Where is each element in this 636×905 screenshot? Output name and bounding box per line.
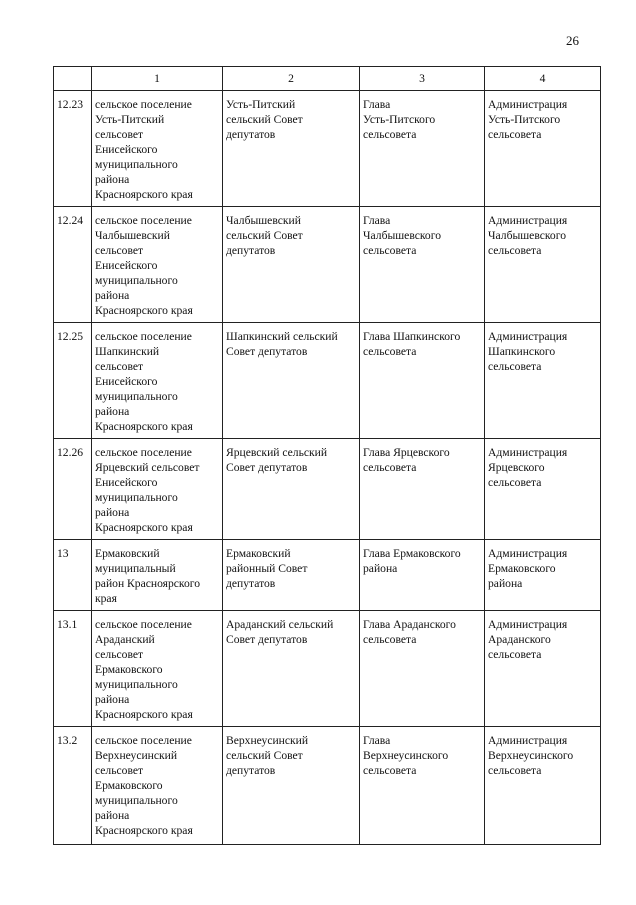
head-cell — [360, 91, 485, 207]
cell-text-line: Верхнеусинский — [95, 749, 178, 762]
cell-text-line: Глава Араданского — [363, 618, 456, 631]
cell-text-line: Красноярского края — [95, 708, 193, 721]
representative-body-cell — [223, 207, 360, 323]
cell-text-line: Усть-Питский — [95, 113, 165, 126]
cell-text-line: сельский Совет — [226, 113, 303, 126]
cell-text-line: сельсовета — [363, 244, 417, 257]
cell-text-line: Администрация — [488, 618, 568, 631]
cell-text-line: муниципального — [95, 274, 178, 287]
cell-text-line: муниципальный — [95, 562, 176, 575]
cell-text-line: Енисейского — [95, 476, 158, 489]
cell-text-line: депутатов — [226, 764, 276, 777]
cell-text-line: сельсовет — [95, 648, 144, 661]
cell-text-line: депутатов — [226, 244, 276, 257]
page-number: 26 — [566, 33, 579, 48]
cell-text-line: сельское поселение — [95, 734, 192, 747]
head-cell — [360, 439, 485, 540]
cell-text-line: депутатов — [226, 128, 276, 141]
cell-text-line: Усть-Питского — [363, 113, 436, 126]
cell-text-line: Глава — [363, 98, 391, 111]
cell-text-line: сельсовет — [95, 128, 144, 141]
table-header-row — [54, 67, 601, 91]
cell-text-line: сельсовета — [488, 476, 542, 489]
territory-cell — [92, 91, 223, 207]
territory-cell — [92, 727, 223, 845]
row-number-cell: 12.25 — [54, 323, 92, 439]
cell-text-line: сельское поселение — [95, 446, 192, 459]
representative-body-cell — [223, 323, 360, 439]
cell-text-line: сельсовет — [95, 244, 144, 257]
row-number-cell: 12.26 — [54, 439, 92, 540]
cell-text-line: сельсовета — [488, 128, 542, 141]
representative-body-cell — [223, 540, 360, 611]
header-cell-2: 2 — [223, 67, 360, 91]
cell-text-line: Красноярского края — [95, 521, 193, 534]
header-cell-number — [54, 67, 92, 91]
cell-text-line: Енисейского — [95, 143, 158, 156]
cell-text-line: Глава Ярцевского — [363, 446, 450, 459]
cell-text-line: района — [363, 562, 398, 575]
row-number-cell: 13.2 — [54, 727, 92, 845]
cell-text-line: сельское поселение — [95, 98, 192, 111]
cell-text-line: Чалбышевский — [226, 214, 301, 227]
cell-text-line: муниципального — [95, 678, 178, 691]
cell-text-line: края — [95, 592, 117, 605]
cell-text-line: муниципального — [95, 390, 178, 403]
representative-body-cell — [223, 611, 360, 727]
cell-text-line: сельсовета — [363, 461, 417, 474]
administration-cell — [485, 727, 601, 845]
representative-body-cell — [223, 439, 360, 540]
cell-text-line: Администрация — [488, 734, 568, 747]
cell-text-line: района — [488, 577, 523, 590]
document-table — [53, 66, 601, 845]
cell-text-line: Чалбышевского — [363, 229, 441, 242]
row-number-cell: 12.23 — [54, 91, 92, 207]
cell-text-line: Глава — [363, 214, 391, 227]
representative-body-cell — [223, 727, 360, 845]
cell-text-line: Ярцевский сельский — [226, 446, 328, 459]
cell-text-line: Администрация — [488, 214, 568, 227]
cell-text-line: Совет депутатов — [226, 345, 308, 358]
cell-text-line: сельское поселение — [95, 618, 192, 631]
row-number-cell: 13 — [54, 540, 92, 611]
cell-text-line: Ермаковского — [488, 562, 556, 575]
head-cell — [360, 540, 485, 611]
row-number-cell: 12.24 — [54, 207, 92, 323]
table-row — [54, 323, 601, 439]
administration-cell — [485, 540, 601, 611]
cell-text-line: Ермаковского — [95, 779, 163, 792]
territory-cell — [92, 323, 223, 439]
cell-text-line: сельсовета — [488, 360, 542, 373]
cell-text-line: района — [95, 693, 130, 706]
cell-text-line: Красноярского края — [95, 188, 193, 201]
territory-cell — [92, 540, 223, 611]
cell-text-line: сельсовета — [488, 648, 542, 661]
cell-text-line: Чалбышевского — [488, 229, 566, 242]
cell-text-line: Енисейского — [95, 375, 158, 388]
cell-text-line: Шапкинский — [95, 345, 160, 358]
cell-text-line: района — [95, 809, 130, 822]
cell-text-line: Шапкинского — [488, 345, 556, 358]
territory-cell — [92, 439, 223, 540]
head-cell — [360, 727, 485, 845]
cell-text-line: сельсовета — [363, 345, 417, 358]
cell-text-line: Администрация — [488, 330, 568, 343]
cell-text-line: сельсовет — [95, 764, 144, 777]
cell-text-line: Глава — [363, 734, 391, 747]
cell-text-line: района — [95, 289, 130, 302]
territory-cell — [92, 207, 223, 323]
cell-text-line: муниципального — [95, 158, 178, 171]
cell-text-line: Верхнеусинского — [488, 749, 574, 762]
cell-text-line: Ярцевского — [488, 461, 545, 474]
cell-text-line: сельсовета — [488, 764, 542, 777]
cell-text-line: района — [95, 405, 130, 418]
header-cell-1: 1 — [92, 67, 223, 91]
administration-cell — [485, 611, 601, 727]
administration-cell — [485, 207, 601, 323]
cell-text-line: муниципального — [95, 491, 178, 504]
cell-text-line: Красноярского края — [95, 420, 193, 433]
representative-body-cell — [223, 91, 360, 207]
header-cell-4: 4 — [485, 67, 601, 91]
cell-text-line: Араданского — [488, 633, 551, 646]
cell-text-line: Верхнеусинского — [363, 749, 449, 762]
cell-text-line: депутатов — [226, 577, 276, 590]
table-row — [54, 439, 601, 540]
cell-text-line: Чалбышевский — [95, 229, 170, 242]
header-cell-3: 3 — [360, 67, 485, 91]
cell-text-line: Араданский сельский — [226, 618, 334, 631]
cell-text-line: сельсовет — [95, 360, 144, 373]
cell-text-line: сельский Совет — [226, 749, 303, 762]
cell-text-line: Усть-Питского — [488, 113, 561, 126]
cell-text-line: сельское поселение — [95, 330, 192, 343]
table-row — [54, 727, 601, 845]
cell-text-line: районный Совет — [226, 562, 308, 575]
table-row — [54, 611, 601, 727]
cell-text-line: Красноярского края — [95, 304, 193, 317]
cell-text-line: Глава Шапкинского — [363, 330, 461, 343]
cell-text-line: Красноярского края — [95, 824, 193, 837]
table-row — [54, 207, 601, 323]
cell-text-line: Енисейского — [95, 259, 158, 272]
cell-text-line: муниципального — [95, 794, 178, 807]
cell-text-line: Совет депутатов — [226, 633, 308, 646]
head-cell — [360, 611, 485, 727]
cell-text-line: Совет депутатов — [226, 461, 308, 474]
cell-text-line: сельский Совет — [226, 229, 303, 242]
administration-cell — [485, 323, 601, 439]
cell-text-line: сельсовета — [363, 764, 417, 777]
cell-text-line: сельсовета — [363, 633, 417, 646]
cell-text-line: Администрация — [488, 446, 568, 459]
cell-text-line: Шапкинский сельский — [226, 330, 338, 343]
table-row — [54, 540, 601, 611]
cell-text-line: сельсовета — [488, 244, 542, 257]
cell-text-line: Ермаковский — [95, 547, 160, 560]
cell-text-line: Глава Ермаковского — [363, 547, 461, 560]
table-body — [54, 67, 601, 845]
cell-text-line: Ермаковского — [95, 663, 163, 676]
cell-text-line: Араданский — [95, 633, 155, 646]
head-cell — [360, 323, 485, 439]
administration-cell — [485, 91, 601, 207]
cell-text-line: Верхнеусинский — [226, 734, 309, 747]
table-row — [54, 91, 601, 207]
cell-text-line: Администрация — [488, 98, 568, 111]
administration-cell — [485, 439, 601, 540]
row-number-cell: 13.1 — [54, 611, 92, 727]
cell-text-line: сельское поселение — [95, 214, 192, 227]
cell-text-line: Администрация — [488, 547, 568, 560]
cell-text-line: района — [95, 173, 130, 186]
territory-cell — [92, 611, 223, 727]
cell-text-line: Ярцевский сельсовет — [95, 461, 200, 474]
cell-text-line: района — [95, 506, 130, 519]
cell-text-line: Ермаковский — [226, 547, 291, 560]
cell-text-line: Усть-Питский — [226, 98, 296, 111]
head-cell — [360, 207, 485, 323]
cell-text-line: сельсовета — [363, 128, 417, 141]
cell-text-line: район Красноярского — [95, 577, 201, 590]
